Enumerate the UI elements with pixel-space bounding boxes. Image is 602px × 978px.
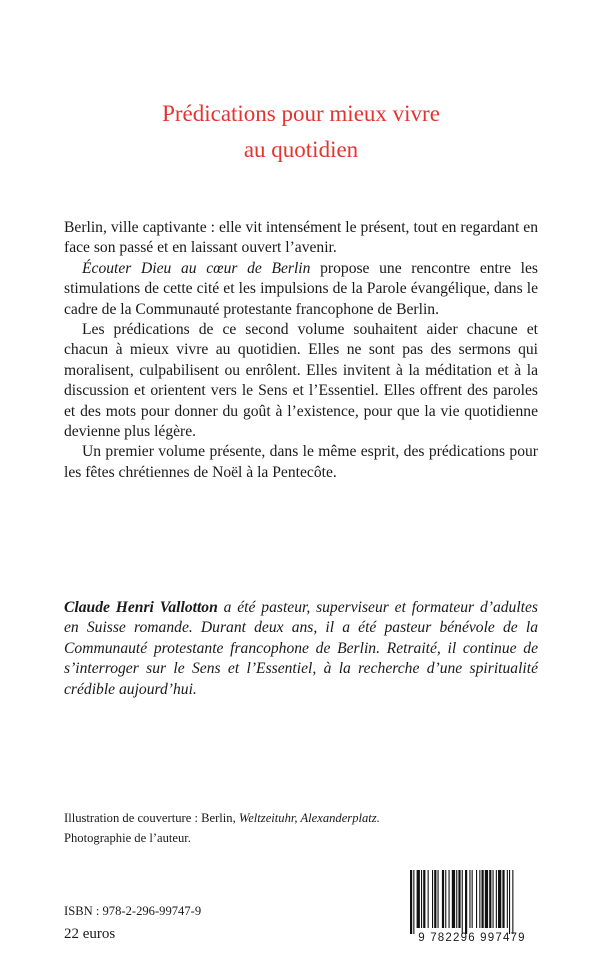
barcode-bar	[428, 870, 429, 928]
credits	[64, 808, 538, 848]
barcode-digits: 9 782296 997479	[418, 932, 526, 944]
illustration-credit-subject: Weltzeituhr, Alexanderplatz.	[238, 811, 380, 825]
barcode-bar	[423, 870, 425, 928]
author-bio	[64, 598, 538, 700]
barcode-bar	[469, 870, 470, 928]
barcode-bar	[410, 870, 412, 934]
barcode-bar	[413, 870, 414, 934]
title-line-1: Prédications pour mieux vivre	[162, 101, 440, 126]
barcode-bar	[482, 870, 484, 928]
author-name: Claude Henri Vallotton	[64, 599, 218, 616]
isbn: ISBN : 978-2-296-99747-9	[64, 904, 202, 918]
book-series-title: Écouter Dieu au cœur de Berlin	[82, 259, 311, 277]
blurb-paragraph-2	[64, 259, 538, 320]
barcode-bars	[406, 868, 538, 934]
barcode-bar	[417, 870, 420, 928]
barcode-bar	[485, 870, 488, 928]
barcode-bar	[472, 870, 473, 928]
barcode-bar	[442, 870, 444, 928]
barcode-bar	[509, 870, 510, 934]
illustration-credit-prefix: Illustration de couverture : Berlin,	[64, 811, 239, 825]
barcode-bar	[493, 870, 494, 928]
illustration-credit	[64, 808, 538, 828]
barcode-bar	[502, 870, 504, 928]
barcode-bar	[498, 870, 501, 928]
photo-credit: Photographie de l’auteur.	[64, 831, 191, 845]
barcode-bar	[445, 870, 446, 928]
barcode-bar	[476, 870, 477, 928]
barcode-bar	[449, 870, 450, 928]
barcode-bar	[432, 870, 433, 928]
blurb-paragraph-2-text: propose une rencontre entre les stimulations de cette cité et les impulsions de la Parole évangélique, dans le cadre de la Communauté protestante francophone de Berlin.	[64, 259, 538, 318]
barcode-bar	[465, 870, 467, 934]
barcode-bar	[458, 870, 460, 928]
barcode-bar	[421, 870, 422, 928]
barcode-bar	[456, 870, 457, 928]
barcode-bar	[512, 870, 513, 934]
barcode	[406, 868, 538, 950]
barcode-bar	[462, 870, 463, 934]
barcode-bar	[507, 870, 508, 928]
price: 22 euros	[64, 926, 116, 942]
barcode-bar	[434, 870, 436, 928]
author-bio-text: a été pasteur, superviseur et formateur d’adultes en Suisse romande. Durant deux ans, il a été pasteur bénévole de la Communauté protestante francophone de Berlin. Retraité, il continue de s’interroger sur le Sens et l’Essentiel, à la recherche d’une spiritualité crédible aujourd’hui.	[64, 599, 538, 698]
blurb-paragraph-3: Les prédications de ce second volume souhaitent aider chacune et chacun à mieux vivre au quotidien. Elles ne sont pas des sermons qui moralisent, culpabilisent ou enrôlent. Elles invitent à la méditation et à la discussion et orientent vers le Sens et l’Essentiel. Elles offrent des paroles et des mots pour donner du goût à l’existence, pour que la vie quotidienne devienne plus légère.	[64, 321, 538, 441]
blurb-paragraph-4: Un premier volume présente, dans le même esprit, des prédications pour les fêtes chrétiennes de Noël à la Pentecôte.	[64, 443, 538, 481]
blurb-paragraph-1: Berlin, ville captivante : elle vit intensément le présent, tout en regardant en face son passé et en laissant ouvert l’avenir.	[64, 219, 538, 257]
barcode-bar	[452, 870, 455, 928]
barcode-bar	[496, 870, 497, 928]
barcode-bar	[438, 870, 439, 928]
barcode-bar	[489, 870, 491, 928]
title-line-2: au quotidien	[243, 137, 359, 162]
book-title	[60, 96, 542, 168]
blurb	[64, 218, 538, 483]
barcode-bar	[479, 870, 480, 928]
